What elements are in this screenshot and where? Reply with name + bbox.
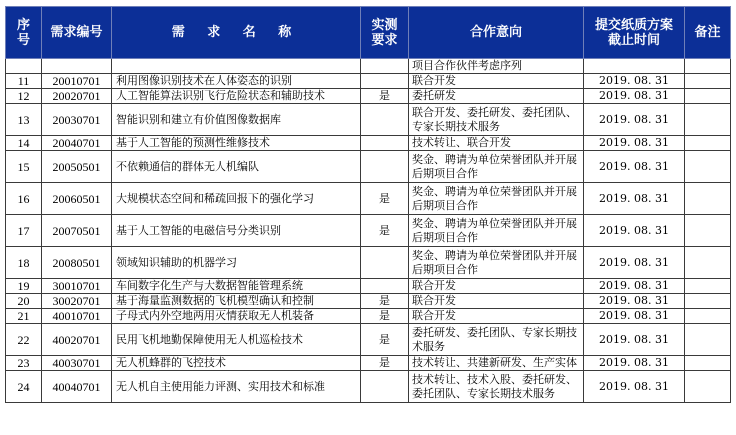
row-coop xyxy=(409,294,584,309)
row-remark xyxy=(685,104,731,136)
header-test-line1: 实测 xyxy=(371,17,398,33)
row-code: 20060501 xyxy=(42,183,112,215)
row-deadline: 2019. 08. 31 xyxy=(584,74,685,89)
row-code: 20050501 xyxy=(42,151,112,183)
row-coop-line1: 委托研发 xyxy=(412,89,456,102)
row-code: 40030701 xyxy=(42,356,112,371)
row-name: 领域知识辅助的机器学习 xyxy=(112,247,361,279)
header-deadline-line1: 提交纸质方案 xyxy=(594,17,673,33)
requirements-table-container xyxy=(5,6,730,403)
row-test: 是 xyxy=(361,356,409,371)
row-deadline: 2019. 08. 31 xyxy=(584,247,685,279)
row-coop-line1: 奖金、聘请为单位荣誉团队并开展 xyxy=(412,216,577,230)
row-test xyxy=(361,151,409,183)
table-row xyxy=(6,324,731,356)
row-remark xyxy=(685,215,731,247)
header-remark: 备注 xyxy=(685,7,731,59)
header-row xyxy=(6,7,731,59)
row-code: 20030701 xyxy=(42,104,112,136)
row-test xyxy=(361,371,409,403)
table-row xyxy=(6,104,731,136)
header-coop: 合作意向 xyxy=(409,7,584,59)
row-coop xyxy=(409,279,584,294)
row-name: 子母式内外空地两用灭情获取无人机装备 xyxy=(112,309,361,324)
row-name: 基于人工智能的电磁信号分类识别 xyxy=(112,215,361,247)
row-remark xyxy=(685,151,731,183)
row-coop-line2: 术服务 xyxy=(412,339,445,353)
row-test: 是 xyxy=(361,215,409,247)
row-deadline: 2019. 08. 31 xyxy=(584,356,685,371)
table-row xyxy=(6,89,731,104)
row-coop xyxy=(409,247,584,279)
row-deadline: 2019. 08. 31 xyxy=(584,294,685,309)
header-code: 需求编号 xyxy=(42,7,112,59)
row-no: 14 xyxy=(6,136,42,151)
row-name: 基于人工智能的预测性维修技术 xyxy=(112,136,361,151)
row-test xyxy=(361,279,409,294)
header-no xyxy=(6,7,42,59)
row-code: 20070501 xyxy=(42,215,112,247)
row-remark xyxy=(685,309,731,324)
row-coop-line1: 联合开发 xyxy=(412,309,456,322)
row-deadline: 2019. 08. 31 xyxy=(584,371,685,403)
row-remark xyxy=(685,356,731,371)
row-remark xyxy=(685,89,731,104)
row-coop-line1: 联合开发 xyxy=(412,279,456,292)
row-coop-line1: 技术转让、联合开发 xyxy=(412,136,511,149)
row-deadline: 2019. 08. 31 xyxy=(584,183,685,215)
row-deadline: 2019. 08. 31 xyxy=(584,136,685,151)
row-coop xyxy=(409,371,584,403)
row-name: 不依赖通信的群体无人机编队 xyxy=(112,151,361,183)
row-coop-line1: 委托研发、委托团队、专家长期技 xyxy=(412,325,577,339)
row-coop xyxy=(409,136,584,151)
row-no: 21 xyxy=(6,309,42,324)
continuation-row xyxy=(6,59,731,74)
row-name: 大规模状态空间和稀疏回报下的强化学习 xyxy=(112,183,361,215)
table-row xyxy=(6,247,731,279)
header-deadline xyxy=(584,7,685,59)
row-test: 是 xyxy=(361,324,409,356)
row-coop-line1: 技术转让、技术入股、委托研发、 xyxy=(412,372,577,386)
row-deadline: 2019. 08. 31 xyxy=(584,324,685,356)
header-deadline-line2: 截止时间 xyxy=(607,32,660,48)
row-remark xyxy=(685,136,731,151)
row-coop-line1: 联合开发 xyxy=(412,294,456,307)
row-coop xyxy=(409,89,584,104)
row-remark xyxy=(685,74,731,89)
row-coop xyxy=(409,309,584,324)
row-code: 40020701 xyxy=(42,324,112,356)
row-test: 是 xyxy=(361,183,409,215)
row-code: 20080501 xyxy=(42,247,112,279)
row-remark xyxy=(685,371,731,403)
row-coop xyxy=(409,183,584,215)
table-row xyxy=(6,215,731,247)
row-deadline: 2019. 08. 31 xyxy=(584,279,685,294)
row-name: 车间数字化生产与大数据智能管理系统 xyxy=(112,279,361,294)
table-row xyxy=(6,309,731,324)
row-no: 15 xyxy=(6,151,42,183)
row-no: 16 xyxy=(6,183,42,215)
row-code: 30010701 xyxy=(42,279,112,294)
row-deadline: 2019. 08. 31 xyxy=(584,309,685,324)
row-coop-line2: 专家长期技术服务 xyxy=(412,119,500,133)
header-name: 需 求 名 称 xyxy=(112,7,361,59)
row-coop xyxy=(409,324,584,356)
row-remark xyxy=(685,279,731,294)
table-row xyxy=(6,74,731,89)
row-name: 基于海量监测数据的飞机模型确认和控制 xyxy=(112,294,361,309)
row-no: 18 xyxy=(6,247,42,279)
row-no: 23 xyxy=(6,356,42,371)
header-test xyxy=(361,7,409,59)
row-name: 民用飞机地勤保障使用无人机巡检技术 xyxy=(112,324,361,356)
row-code: 20020701 xyxy=(42,89,112,104)
row-coop-line1: 技术转让、共建新研发、生产实体 xyxy=(412,356,577,369)
row-coop-line1: 联合开发、委托研发、委托团队、 xyxy=(412,105,577,119)
table-body xyxy=(6,59,731,403)
row-no: 22 xyxy=(6,324,42,356)
table-row xyxy=(6,356,731,371)
table-row xyxy=(6,371,731,403)
row-test xyxy=(361,247,409,279)
row-no: 11 xyxy=(6,74,42,89)
row-no: 24 xyxy=(6,371,42,403)
row-test xyxy=(361,74,409,89)
row-test xyxy=(361,136,409,151)
row-coop-line1: 联合开发 xyxy=(412,74,456,87)
row-code: 30020701 xyxy=(42,294,112,309)
row-coop xyxy=(409,74,584,89)
row-name: 人工智能算法识别飞行危险状态和辅助技术 xyxy=(112,89,361,104)
row-remark xyxy=(685,294,731,309)
row-code: 20010701 xyxy=(42,74,112,89)
row-deadline: 2019. 08. 31 xyxy=(584,89,685,104)
row-name: 无人机自主使用能力评测、实用技术和标准 xyxy=(112,371,361,403)
table-row xyxy=(6,136,731,151)
row-coop-line2: 后期项目合作 xyxy=(412,198,478,212)
header-test-line2: 要求 xyxy=(371,32,398,48)
requirements-table xyxy=(5,6,731,403)
row-code: 20040701 xyxy=(42,136,112,151)
row-test: 是 xyxy=(361,89,409,104)
row-deadline: 2019. 08. 31 xyxy=(584,104,685,136)
row-coop xyxy=(409,356,584,371)
continuation-coop: 项目合作伙伴考虑序列 xyxy=(409,59,584,74)
row-coop-line2: 后期项目合作 xyxy=(412,166,478,180)
row-test: 是 xyxy=(361,309,409,324)
header-no-line1: 序 xyxy=(16,17,30,33)
row-code: 40040701 xyxy=(42,371,112,403)
row-deadline: 2019. 08. 31 xyxy=(584,151,685,183)
row-name: 智能识别和建立有价值图像数据库 xyxy=(112,104,361,136)
row-no: 19 xyxy=(6,279,42,294)
table-row xyxy=(6,183,731,215)
row-test xyxy=(361,104,409,136)
row-no: 17 xyxy=(6,215,42,247)
row-coop-line2: 后期项目合作 xyxy=(412,230,478,244)
row-remark xyxy=(685,183,731,215)
row-coop-line2: 后期项目合作 xyxy=(412,262,478,276)
row-no: 13 xyxy=(6,104,42,136)
table-row xyxy=(6,151,731,183)
row-no: 20 xyxy=(6,294,42,309)
row-name: 利用图像识别技术在人体姿态的识别 xyxy=(112,74,361,89)
row-name: 无人机蜂群的飞控技术 xyxy=(112,356,361,371)
row-remark xyxy=(685,324,731,356)
row-test: 是 xyxy=(361,294,409,309)
row-coop-line1: 奖金、聘请为单位荣誉团队并开展 xyxy=(412,184,577,198)
row-coop xyxy=(409,215,584,247)
row-coop-line2: 委托团队、专家长期技术服务 xyxy=(412,386,555,400)
table-row xyxy=(6,279,731,294)
row-coop xyxy=(409,151,584,183)
row-coop-line1: 奖金、聘请为单位荣誉团队并开展 xyxy=(412,152,577,166)
row-coop xyxy=(409,104,584,136)
row-code: 40010701 xyxy=(42,309,112,324)
row-coop-line1: 奖金、聘请为单位荣誉团队并开展 xyxy=(412,248,577,262)
row-no: 12 xyxy=(6,89,42,104)
header-no-line2: 号 xyxy=(16,32,30,48)
row-deadline: 2019. 08. 31 xyxy=(584,215,685,247)
row-remark xyxy=(685,247,731,279)
table-row xyxy=(6,294,731,309)
